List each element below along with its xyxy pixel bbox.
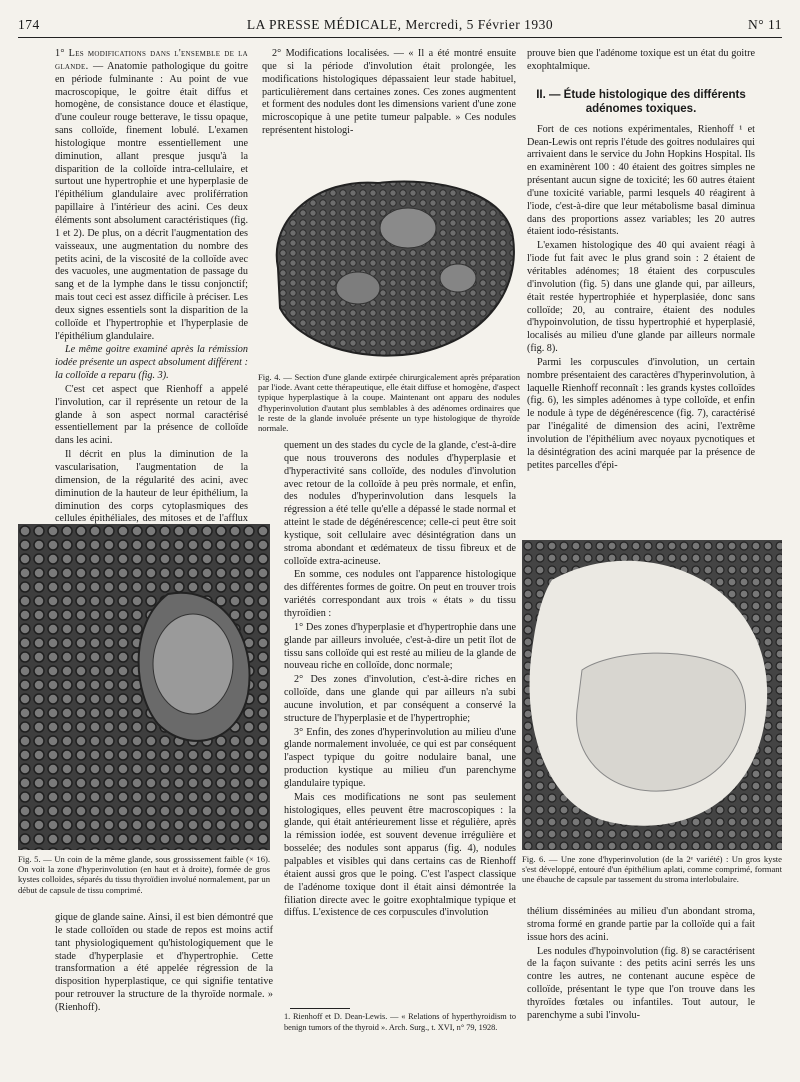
paragraph: thélium disséminées au milieu d'un abondant stroma, stroma formé en grande partie par la colloïde qui a fait issue hors des acini. — [527, 906, 755, 943]
figure-6-caption: Fig. 6. — Une zone d'hyperinvolution (de la 2ᵉ variété) : Un gros kyste s'est développé, entouré d'un épithélium aplati, comme comprimé, formant une ébauche de capsule par tassement du stroma interlobulaire. — [522, 854, 782, 885]
paragraph: L'examen histologique des 40 qui avaient réagi à l'iode fut fait avec le plus grand soin : 2 étaient de véritables adénomes; 18 étaient des corpuscules d'involution (fig. 5) dans une glande qui, par ailleurs, était restée hypertrophiée et hyperplasiée, donc sans colloïde; 20, au contraire, étaient des nodules d'hypoinvolution, de tissu hypertrophié et hyperplasié, localisés au milieu d'une glande par ailleurs normale (fig. 8). — [527, 240, 755, 355]
paragraph: 2° Modifications localisées. — « Il a été montré ensuite que si la période d'involution était prolongée, les modifications histologiques dépassaient leur stade habituel, particulièrement dans certaines zones. Ces zones augmentent et forment des nodules dont les dimensions varient d'une zone microscopique à une petite tumeur palpable. » Ces nodules représentent histologi- — [262, 48, 516, 137]
col-mid-text — [284, 440, 516, 1004]
footnote: 1. Rienhoff et D. Dean-Lewis. — « Relations of hyperthyroidism to benign tumors of the thyroid ». Arch. Surg., t. XVI, n° 79, 1928. — [284, 1012, 516, 1032]
col1-text — [55, 48, 248, 525]
col3-top-text — [527, 48, 755, 526]
figure-6-image — [522, 540, 782, 850]
figure-5 — [18, 524, 270, 850]
paragraph: 1° Des zones d'hyperplasie et d'hypertrophie dans une glande par ailleurs involuée, c'est-à-dire un petit îlot de tissu sans colloïde qui est resté au milieu de la glande de nouveau riche en colloïde, donc normale; — [284, 621, 516, 672]
col3-bottom-text — [527, 906, 755, 1054]
paragraph: 2° Des zones d'involution, c'est-à-dire riches en colloïde, dans une glande qui par ailleurs n'a subi aucune involution, et par conséquent a conservé la structure de l'hyperplasie et de l'hypertrophie; — [284, 674, 516, 724]
footnote-rule — [290, 1008, 350, 1009]
paragraph: prouve bien que l'adénome toxique est un état du goitre exophtalmique. — [527, 48, 755, 72]
paragraph: Mais ces modifications ne sont pas seulement histologiques, elles peuvent être macroscopiques : la glande, qui était antérieurement lisse et régulière, après la rémission iodée, est souvent devenue irrégulière et bosselée; des nodules sont apparus (fig. 4), nodules palpables et visibles qui dans certains cas de Rienhoff étaient aussi gros que le poing. C'est l'aspect classique de l'adénome toxique dont il était ainsi démontrée la filiation directe avec le goitre exophtalmique typique et diffus. L'existence de ces corpuscules d'involution — [284, 791, 516, 919]
section-heading: II. — Étude histologique des différents adénomes toxiques. — [536, 88, 746, 115]
page-number: 174 — [18, 17, 40, 32]
paragraph: C'est cet aspect que Rienhoff a appelé l'involution, car il représente un retour de la glande à son aspect normal caractérisé essentiellement par la présence de colloïde dans les acini. — [55, 383, 248, 447]
paragraph: En somme, ces nodules ont l'apparence histologique des différentes formes de goitre. On peut en trouver trois variétés correspondant aux trois « états » du tissu thyroïdien : — [284, 569, 516, 619]
paragraph: gique de glande saine. Ainsi, il est bien démontré que le stade colloïden ou stade de repos est moins actif tant physiologiquement qu'histologiquement que le stade d'hyperplasie et d'hypertrophie. Cette transformation a été appelée régression de la disposition hyperplastique, ce qui signifie tentative pour retrouver la structure de la thyroïde normale. » (Rienhoff). — [55, 912, 273, 1013]
figure-4-image — [258, 158, 520, 368]
figure-4 — [258, 158, 520, 368]
paragraph: Parmi les corpuscules d'involution, un certain nombre présentaient des caractères d'hyperinvolution, à laquelle Rienhoff reconnaît : les grands kystes colloïdes (fig. 6), les simples adénomes à type colloïde, et enfin le nodule à type de dégénérescence (fig. 7), caractérisé par l'inégalité de dimension des acini, l'extrême involution de l'épithélium avec noyaux pycnotiques et la désintégration des acini marquée par la présence de petites parcelles d'épi- — [527, 356, 755, 471]
figure-6 — [522, 540, 782, 850]
paragraph: Les nodules d'hypoinvolution (fig. 8) se caractérisent de la façon suivante : des petits acini serrés les uns contre les autres, ne contenant aucune espèce de colloïde, présentant le type que l'on trouve dans les thyroïdes fœtales ou infantiles. Tout autour, le parenchyme a subi l'involu- — [527, 945, 755, 1021]
issue-number: N° 11 — [747, 17, 782, 32]
figure-5-caption: Fig. 5. — Un coin de la même glande, sous grossissement faible (× 16). On voit la zone d'hyperinvolution (en haut et à droite), formée de gros kystes colloïdes, séparés du tissu thyroïdien involué normalement, par un début de capsule de tissu comprimé. — [18, 854, 270, 895]
paragraph: 3° Enfin, des zones d'hyperinvolution au milieu d'une glande normalement involuée, ce qui est par conséquent l'aspect typique du goitre nodulaire banal, une production kystique au milieu d'un parenchyme glandulaire typique. — [284, 726, 516, 789]
header-rule — [18, 37, 782, 38]
figure-5-image — [18, 524, 270, 850]
journal-title: LA PRESSE MÉDICALE, Mercredi, 5 Février 1930 — [246, 17, 554, 32]
col2-top-text — [262, 48, 516, 153]
col1-bottom-text — [55, 912, 273, 1028]
paragraph: Il décrit en plus la diminution de la vascularisation, l'augmentation de la dimension, de la régularité des acini, avec diminution de la hauteur de leur épithélium, la diminution des corps cytoplasmiques des cellules épithéliales, des mitoses et de l'afflux — [55, 449, 248, 525]
paragraph: quement un des stades du cycle de la glande, c'est-à-dire que nous trouverons des nodules d'hyperplasie et d'hyperactivité sans colloïde, des nodules d'involution avec retour de la colloïde à peu près normale, et enfin, des nodules d'hyperinvolution dans lesquels la régression a été telle qu'elle a dépassé le stade normal et atteint le stade de dégénérescence; celle-ci peut être soit kystique, soit cellulaire avec désintégration dans un stroma abondant et œdémateux de tissu fibreux et de colloïde extra-acineuse. — [284, 440, 516, 567]
paragraph: Fort de ces notions expérimentales, Rienhoff ¹ et Dean-Lewis ont repris l'étude des goitres nodulaires qui arrivaient dans le service du John Hopkins Hospital. Ils en examinèrent 100 : 40 étaient des goitres simples ne présentant aucun signe de toxicité; les 60 autres étaient d'une toxicité variable, parmi lesquels 40 réagirent à l'iode, c'est-à-dire que leur métabolisme basal diminua dans des proportions assez variables; les 20 autres étaient iodo-résistants. — [527, 123, 755, 238]
paragraph: — Anatomie pathologique du goitre en période fulminante : Au point de vue macroscopique, le goitre était diffus et homogène, de consistance douce et élastique, d'une couleur rouge betterave, le tissu opaque, sans colloïde, finement lobulé. L'examen histologique montre essentiellement une diminution, allant presque jusqu'à la disparition de la colloïde intra-cellulaire, et surtout une hypertrophie et une hyperplasie de l'épithélium glandulaire avec proliférration papillaire à l'intérieur des acini. Ces deux éléments sont absolument caractéristiques (fig. 1 et 2). De plus, on a décrit l'augmentation des vaisseaux, une augmentation du nombre des petits acini, de la viscosité de la colloïde avec des vacuoles, une augmentation de passage du sang et de la lymphe dans le tissu conjonctif; mais tout ceci est assez difficile à préciser. Les deux signes essentiels sont la disparition de la colloïde et l'hypertrophie et l'hyperplasie de l'épithélium glandulaire. — [55, 60, 248, 342]
paragraph: Le même goitre examiné après la rémission iodée présente un aspect absolument différent : la colloïde a reparu (fig. 3). — [55, 344, 248, 382]
section-title: 1° Les modifications dans l'ensemble de la glande. — [55, 48, 248, 72]
figure-4-caption: Fig. 4. — Section d'une glande extirpée chirurgicalement après préparation par l'iode. Avant cette thérapeutique, elle était diffuse et homogène, d'aspect typique hyperplastique à la coupe. Maintenant ont apparu des nodules d'hyperinvolution d'autant plus semblables à des adénomes ordinaires que le reste de la glande involuée présente un type histologique de thyroïde normale. — [258, 372, 520, 434]
